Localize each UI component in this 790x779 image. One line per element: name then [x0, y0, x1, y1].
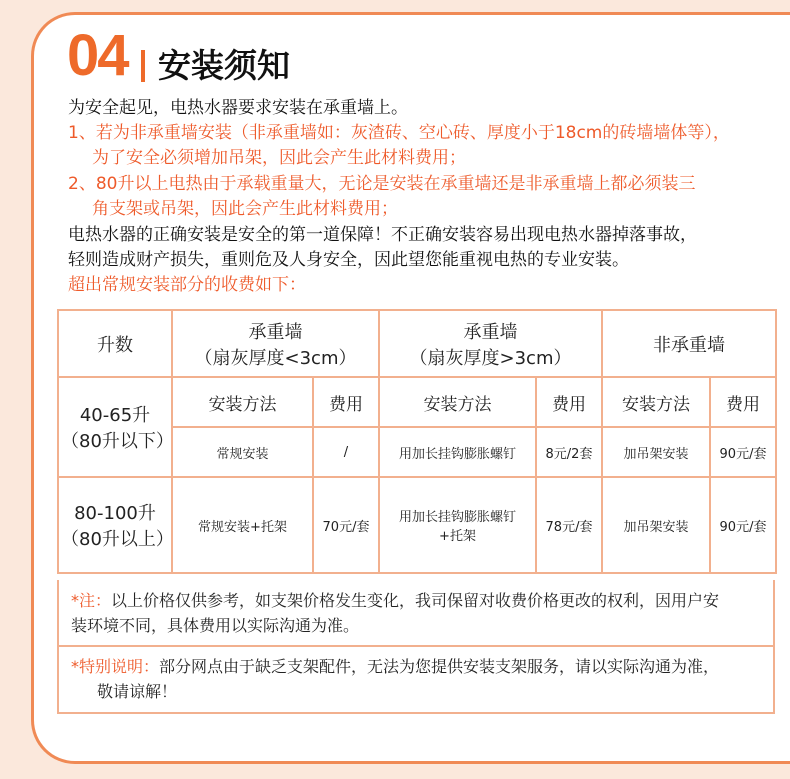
table-subheader-row [58, 377, 776, 427]
capacity-cell: 80-100升 （80升以上） [58, 477, 172, 573]
header-load-wall-thin: 承重墙 （扇灰厚度<3cm） [172, 310, 379, 377]
fee-cell: / [313, 427, 379, 477]
special-text: 部分网点由于缺乏支架配件，无法为您提供安装支架服务，请以实际沟通为准， [159, 657, 720, 676]
item1-line2: 为了安全必须增加吊架，因此会产生此材料费用； [92, 148, 466, 168]
table-header-row [58, 310, 776, 377]
method-cell: 加吊架安装 [602, 427, 710, 477]
subheader-fee: 费用 [710, 377, 776, 427]
method-cell: 常规安装+托架 [172, 477, 313, 573]
warning-line2: 轻则造成财产损失，重则危及人身安全，因此望您能重视电热的专业安装。 [68, 250, 629, 270]
header-capacity: 升数 [58, 310, 172, 377]
header-non-load-wall: 非承重墙 [602, 310, 776, 377]
item2-line1: 2、80升以上电热由于承载重量大，无论是安装在承重墙还是非承重墙上都必须装三 [68, 174, 696, 194]
section-title: 安装须知 [158, 46, 290, 85]
intro-line: 为安全起见，电热水器要求安装在承重墙上。 [68, 98, 408, 118]
subheader-fee: 费用 [536, 377, 602, 427]
special-note [57, 646, 775, 714]
special-label: *特别说明： [71, 657, 160, 676]
subheader-method: 安装方法 [379, 377, 536, 427]
subheader-fee: 费用 [313, 377, 379, 427]
fee-cell: 70元/套 [313, 477, 379, 573]
fee-cell: 90元/套 [710, 477, 776, 573]
note-label: *注： [71, 591, 112, 610]
special-text-cont: 敬请谅解！ [97, 682, 178, 701]
fee-heading: 超出常规安装部分的收费如下： [68, 275, 306, 295]
header-load-wall-thick: 承重墙 （扇灰厚度>3cm） [379, 310, 602, 377]
subheader-method: 安装方法 [602, 377, 710, 427]
section-number: 04 [67, 23, 128, 88]
method-cell: 常规安装 [172, 427, 313, 477]
fee-cell: 78元/套 [536, 477, 602, 573]
note-text-cont: 装环境不同，具体费用以实际沟通为准。 [71, 616, 360, 635]
price-note [57, 580, 775, 647]
method-cell: 用加长挂钩膨胀螺钉 +托架 [379, 477, 536, 573]
subheader-method: 安装方法 [172, 377, 313, 427]
capacity-cell: 40-65升 （80升以下） [58, 377, 172, 477]
item1-line1: 1、若为非承重墙安装（非承重墙如：灰渣砖、空心砖、厚度小于18cm的砖墙墙体等）， [68, 123, 730, 143]
method-cell: 用加长挂钩膨胀螺钉 [379, 427, 536, 477]
note-text: 以上价格仅供参考，如支架价格发生变化，我司保留对收费价格更改的权利，因用户安 [111, 591, 720, 610]
table-row [58, 477, 776, 573]
title-divider [141, 50, 145, 82]
method-cell: 加吊架安装 [602, 477, 710, 573]
item2-line2: 角支架或吊架，因此会产生此材料费用； [92, 199, 398, 219]
fee-table [57, 309, 777, 574]
fee-cell: 90元/套 [710, 427, 776, 477]
fee-cell: 8元/2套 [536, 427, 602, 477]
warning-line1: 电热水器的正确安装是安全的第一道保障！不正确安装容易出现电热水器掉落事故， [68, 225, 697, 245]
